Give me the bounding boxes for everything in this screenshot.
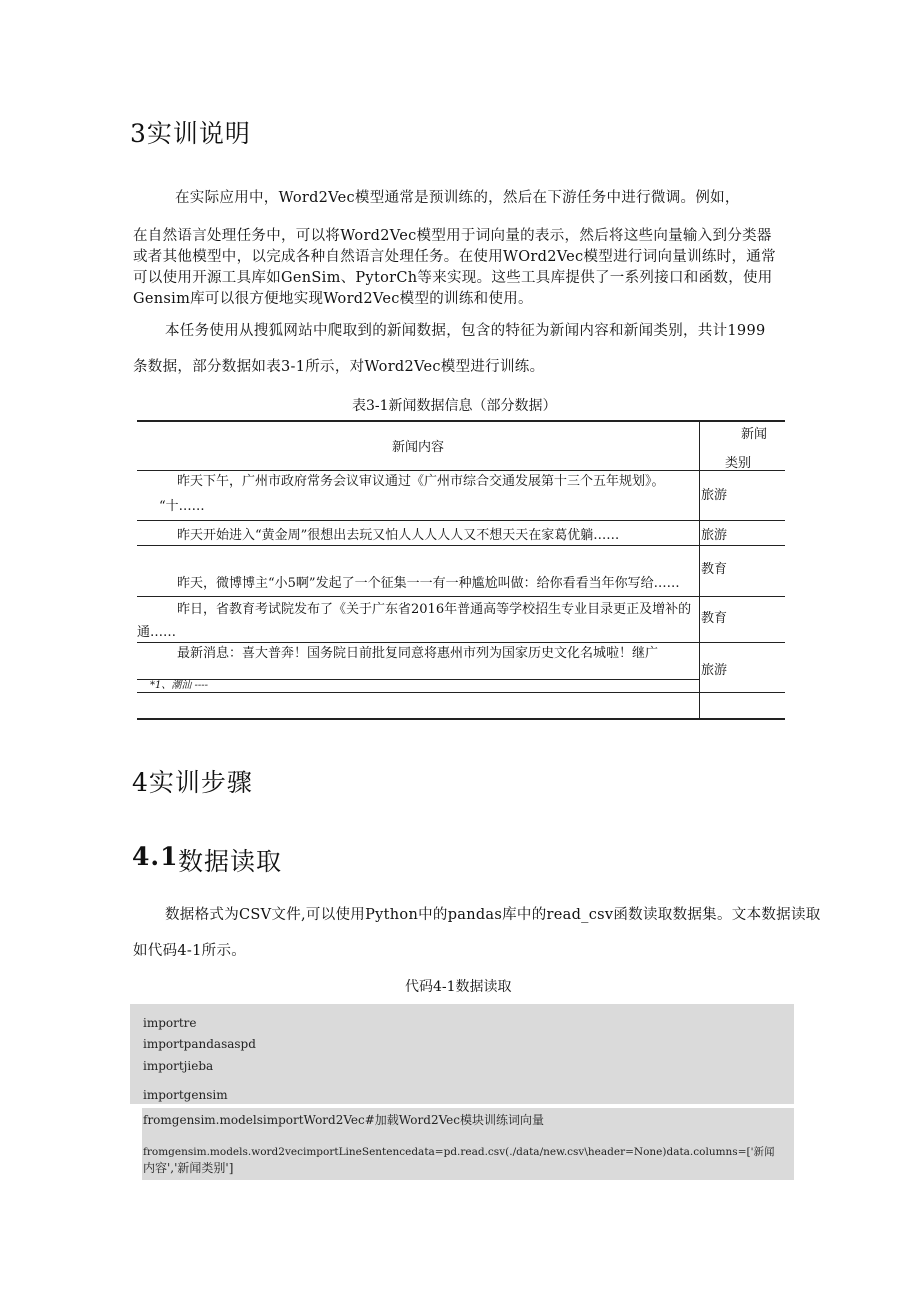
paragraph-line: 条数据，部分数据如表3-1所示，对Word2Vec模型进行训练。 — [133, 359, 545, 375]
table-header-category: 新闻 — [741, 427, 768, 442]
table-cell-content: 通…… — [137, 625, 177, 640]
paragraph-line: 在自然语言处理任务中，可以将Word2Vec模型用于词向量的表示，然后将这些向量输入到分类器 — [133, 228, 772, 244]
code-line: fromgensim.models.word2vecimportLineSentencedata=pd.read.csv(./data/new.csv\header=None)data.columns=['新闻 — [143, 1146, 775, 1158]
table-cell-content: 昨天开始进入“黄金周”很想出去玩又怕人人人人人又不想天天在家葛优躺…… — [177, 528, 620, 543]
table-footnote: *1、潮汕 ---- — [150, 680, 209, 691]
section-4-title: 4实训步骤 — [132, 768, 253, 797]
table-cell-content: 昨日，省教育考试院发布了《关于广东省2016年普通高等学校招生专业目录更正及增补的 — [177, 602, 692, 617]
code-line: importgensim — [143, 1088, 228, 1102]
table-cell-content: 昨天下午，广州市政府常务会议审议通过《广州市综合交通发展第十三个五年规划》。 — [177, 474, 665, 489]
code-line: fromgensim.modelsimportWord2Vec#加载Word2Vec模块训练词向量 — [143, 1113, 544, 1127]
paragraph-line: Gensim库可以很方便地实现Word2Vec模型的训练和使用。 — [133, 291, 533, 307]
table-cell-category: 教育 — [701, 562, 728, 577]
table-cell-content: “十…… — [159, 499, 205, 514]
code-line: importre — [143, 1016, 197, 1030]
paragraph-line: 或者其他模型中，以完成各种自然语言处理任务。在使用WOrd2Vec模型进行词向量训练时，通常 — [133, 249, 776, 265]
code-caption: 代码4-1数据读取 — [405, 979, 512, 995]
table-cell-content: 昨天，微博博主“小5啊”发起了一个征集一一有一种尴尬叫做：给你看看当年你写给…… — [177, 576, 680, 591]
table-cell-content: 最新消息：喜大普奔！国务院日前批复同意将惠州市列为国家历史文化名城啦！继广 — [177, 646, 659, 661]
subsection-number: 4.1 — [132, 842, 179, 871]
code-line: importjieba — [143, 1059, 214, 1073]
paragraph-line: 本任务使用从搜狐网站中爬取到的新闻数据，包含的特征为新闻内容和新闻类别，共计1999 — [165, 323, 766, 339]
table-cell-category: 旅游 — [701, 488, 728, 503]
paragraph-line: 数据格式为CSV文件,可以使用Python中的pandas库中的read_csv函数读取数据集。文本数据读取 — [165, 907, 821, 923]
table-cell-category: 教育 — [701, 611, 728, 626]
table-caption: 表3-1新闻数据信息（部分数据） — [352, 398, 557, 414]
code-line: importpandasaspd — [143, 1037, 256, 1051]
subsection-title: 数据读取 — [178, 847, 283, 876]
table-cell-category: 旅游 — [701, 663, 728, 678]
code-line: 内容','新闻类别'] — [143, 1161, 234, 1175]
table-cell-category: 旅游 — [701, 528, 728, 543]
table-header-category: 类别 — [725, 456, 752, 471]
paragraph-line: 在实际应用中，Word2Vec模型通常是预训练的，然后在下游任务中进行微调。例如， — [175, 190, 740, 206]
paragraph-line: 可以使用开源工具库如GenSim、PytorCh等来实现。这些工具库提供了一系列接口和函数，使用 — [133, 270, 773, 286]
section-3-title: 3实训说明 — [130, 119, 251, 148]
code-block — [130, 1004, 794, 1104]
paragraph-line: 如代码4-1所示。 — [133, 943, 247, 959]
table-header-content: 新闻内容 — [392, 440, 445, 455]
